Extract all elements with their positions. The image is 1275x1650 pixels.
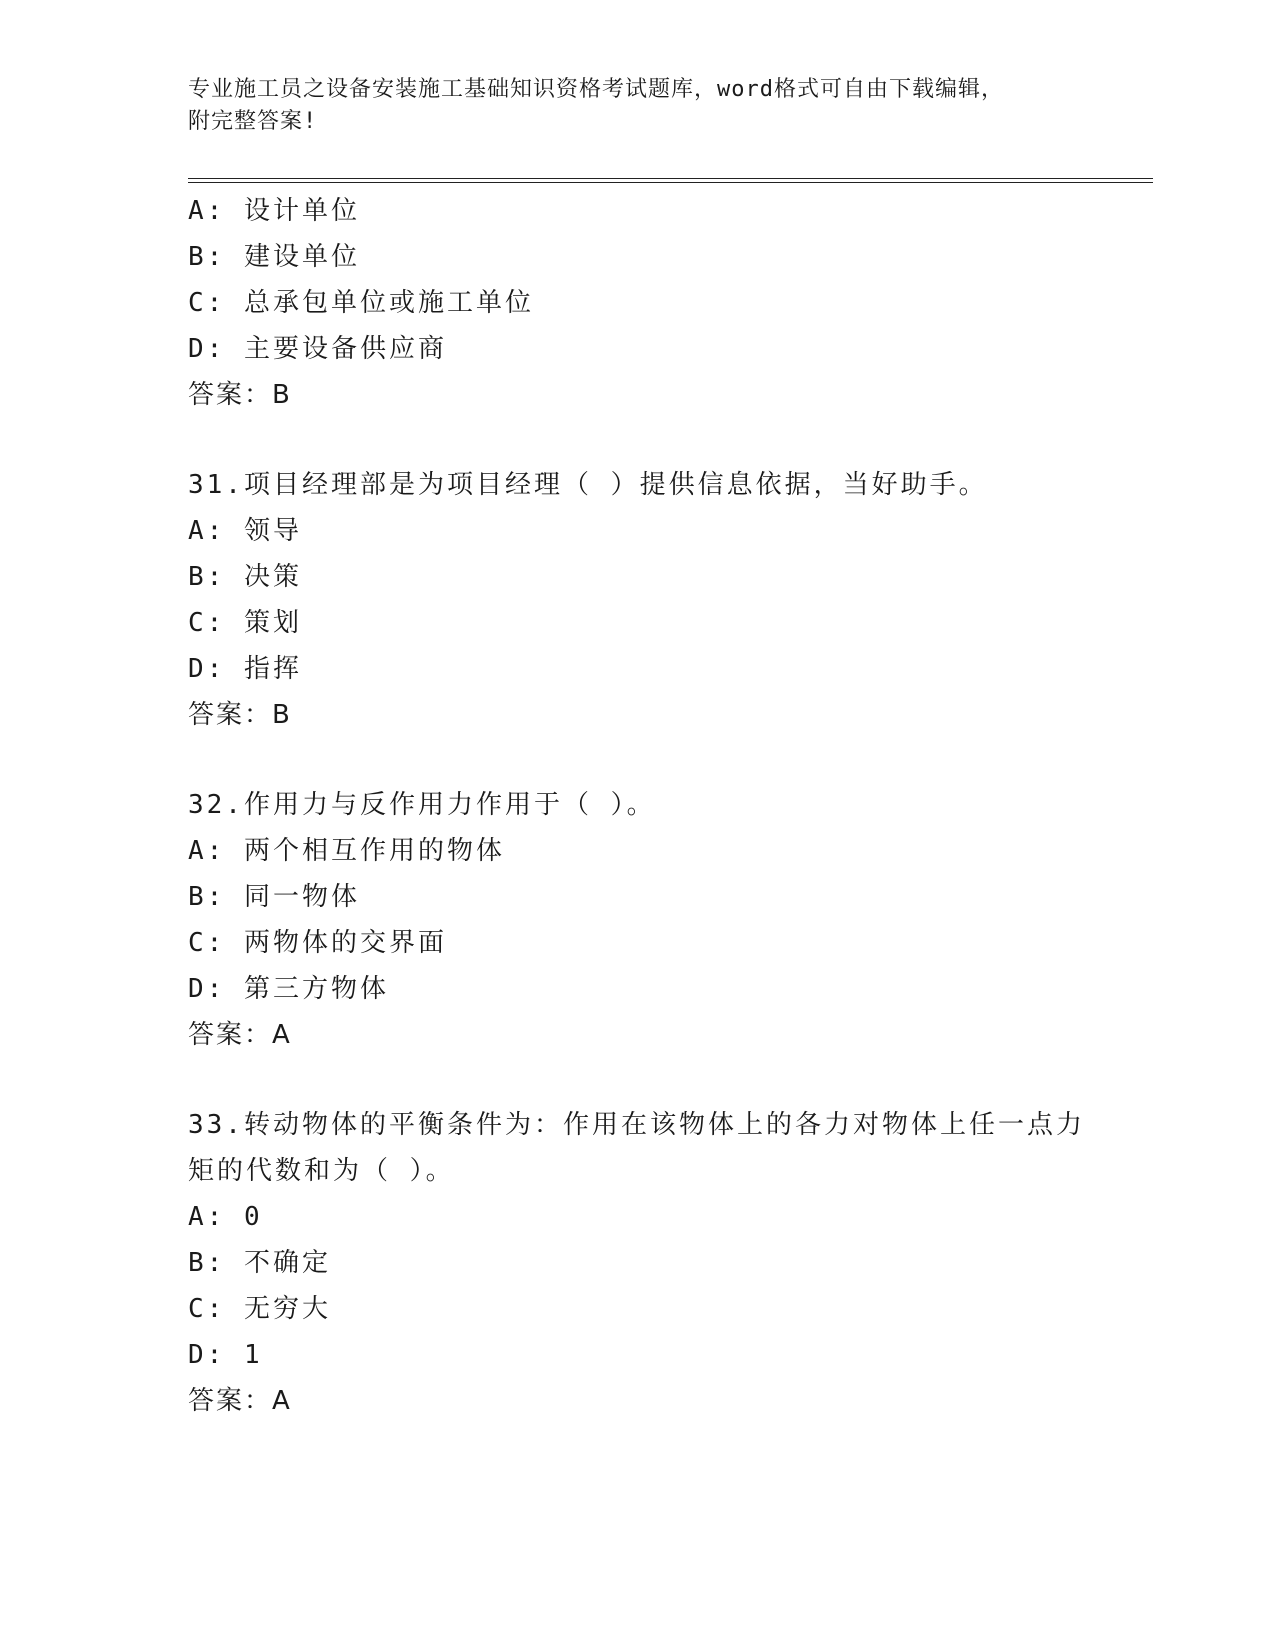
question-30-block xyxy=(188,188,1153,418)
option-b: B: 决策 xyxy=(188,562,302,592)
header-divider xyxy=(188,178,1153,183)
option-c: C: 总承包单位或施工单位 xyxy=(188,288,534,318)
option-d: D: 1 xyxy=(188,1340,263,1370)
option-a: A: 设计单位 xyxy=(188,196,360,226)
header-line-2: 附完整答案! xyxy=(188,109,318,134)
question-text-line-2: 矩的代数和为（ ）。 xyxy=(188,1156,455,1186)
question-text: 32.作用力与反作用力作用于（ ）。 xyxy=(188,790,656,820)
answer: 答案：A xyxy=(188,1386,292,1416)
option-d: D: 指挥 xyxy=(188,654,302,684)
answer: 答案：B xyxy=(188,700,292,730)
option-c: C: 策划 xyxy=(188,608,302,638)
spacer xyxy=(188,1058,1153,1102)
question-list xyxy=(188,188,1153,1424)
answer: 答案：B xyxy=(188,380,292,410)
spacer xyxy=(188,418,1153,462)
question-text-line-1: 33.转动物体的平衡条件为：作用在该物体上的各力对物体上任一点力 xyxy=(188,1110,1085,1140)
option-b: B: 不确定 xyxy=(188,1248,331,1278)
option-d: D: 第三方物体 xyxy=(188,974,389,1004)
question-32-block xyxy=(188,782,1153,1058)
option-c: C: 两物体的交界面 xyxy=(188,928,447,958)
option-a: A: 0 xyxy=(188,1202,263,1232)
option-d: D: 主要设备供应商 xyxy=(188,334,447,364)
option-a: A: 领导 xyxy=(188,516,302,546)
question-text: 31.项目经理部是为项目经理（ ）提供信息依据，当好助手。 xyxy=(188,470,988,500)
question-33-block xyxy=(188,1102,1153,1424)
header-line-1: 专业施工员之设备安装施工基础知识资格考试题库，word格式可自由下载编辑， xyxy=(188,77,1004,102)
option-c: C: 无穷大 xyxy=(188,1294,331,1324)
document-header xyxy=(188,74,1068,138)
question-31-block xyxy=(188,462,1153,738)
spacer xyxy=(188,738,1153,782)
option-b: B: 同一物体 xyxy=(188,882,360,912)
option-b: B: 建设单位 xyxy=(188,242,360,272)
option-a: A: 两个相互作用的物体 xyxy=(188,836,505,866)
answer: 答案：A xyxy=(188,1020,292,1050)
